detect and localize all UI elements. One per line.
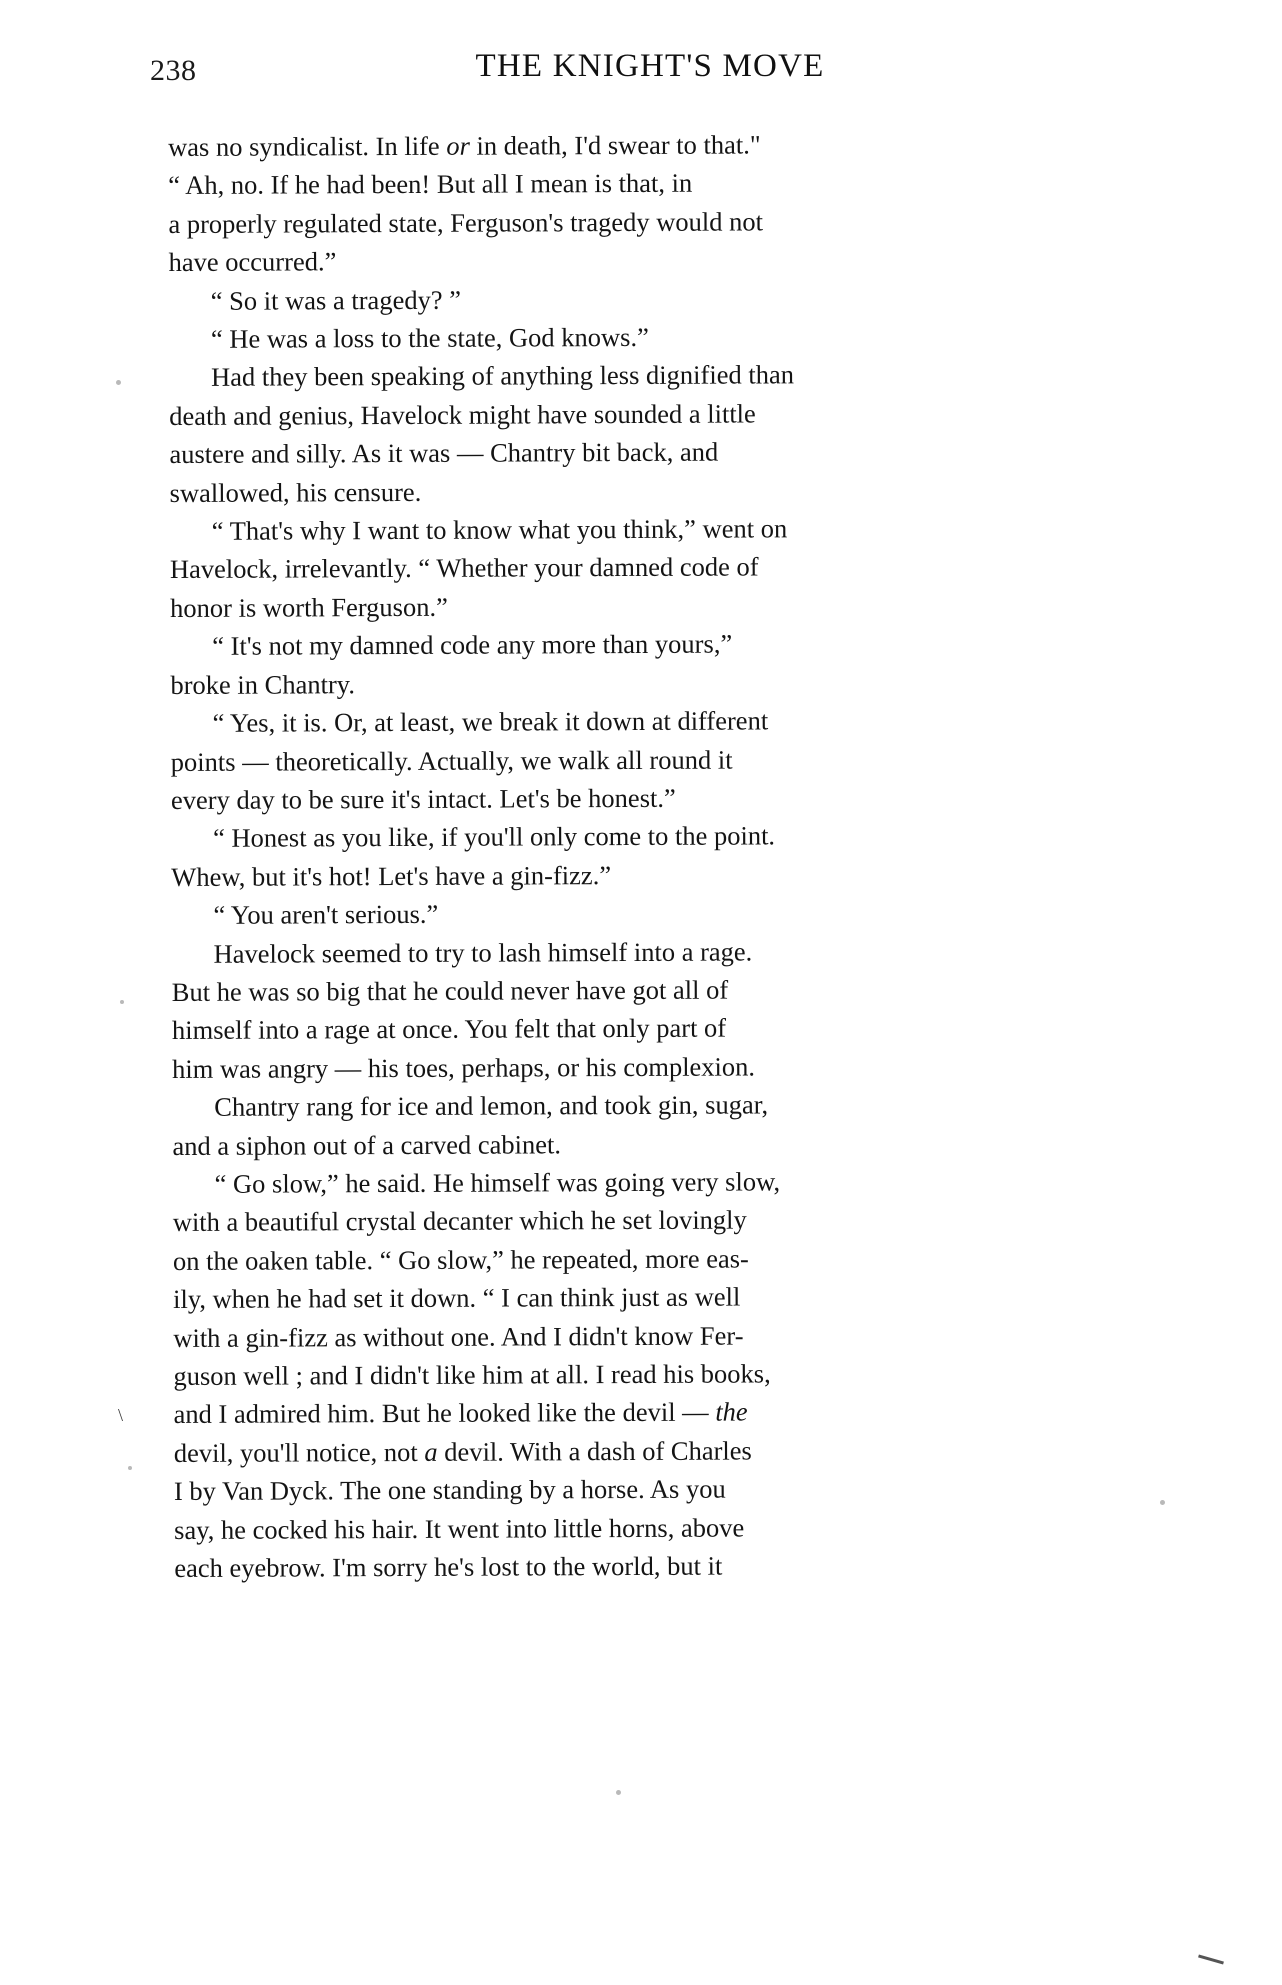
text-line: “ Honest as you like, if you'll only come to the point. xyxy=(213,820,776,854)
text-line: “ That's why I want to know what you think,” went on xyxy=(211,513,788,546)
paragraph xyxy=(169,278,1029,320)
text-line: honor is worth Ferguson.” xyxy=(170,591,448,623)
text-line: guson well ; and I didn't like him at all. I read his books, xyxy=(173,1358,771,1391)
text-line: Whew, but it's hot! Let's have a gin-fizz.” xyxy=(171,859,612,892)
scan-speck xyxy=(116,380,121,385)
scan-tick-mark: \ xyxy=(118,1405,124,1425)
page-header xyxy=(150,48,1150,94)
paragraph xyxy=(171,892,1031,934)
scan-speck xyxy=(616,1790,621,1795)
paragraph xyxy=(171,816,1031,897)
text-line: “ Go slow,” he said. He himself was going very slow, xyxy=(214,1166,781,1199)
text-line: broke in Chantry. xyxy=(170,668,355,700)
text-line: himself into a rage at once. You felt that only part of xyxy=(171,1012,727,1046)
page-number: 238 xyxy=(150,54,197,87)
text-line: Chantry rang for ice and lemon, and took gin, sugar, xyxy=(214,1089,769,1122)
text-line: with a gin-fizz as without one. And I didn't know Fer- xyxy=(173,1320,744,1353)
text-line: a properly regulated state, Ferguson's tragedy would not xyxy=(168,206,763,239)
text-line: “ Yes, it is. Or, at least, we break it down at different xyxy=(212,705,769,738)
text-line: and a siphon out of a carved cabinet. xyxy=(172,1128,562,1161)
paragraph xyxy=(168,124,1029,281)
text-line: “ He was a loss to the state, God knows.” xyxy=(210,321,649,354)
scan-speck xyxy=(120,1000,124,1004)
text-line: austere and silly. As it was — Chantry bit back, and xyxy=(169,436,719,470)
text-line: Havelock seemed to try to lash himself into a rage. xyxy=(213,935,753,969)
text-line: “ So it was a tragedy? ” xyxy=(210,284,462,316)
scan-speck xyxy=(128,1466,132,1470)
text-line: I by Van Dyck. The one standing by a horse. As you xyxy=(173,1473,726,1507)
paragraph xyxy=(173,1161,1035,1587)
text-line: on the oaken table. “ Go slow,” he repeated, more eas- xyxy=(172,1243,749,1276)
paragraph xyxy=(169,355,1030,512)
page-body-text xyxy=(168,124,1034,1587)
text-line: “ Ah, no. If he had been! But all I mean is that, in xyxy=(168,168,693,201)
paragraph xyxy=(170,624,1030,705)
paragraph xyxy=(170,508,1030,627)
text-line: ily, when he had set it down. “ I can think just as well xyxy=(173,1281,741,1315)
scan-speck xyxy=(1160,1500,1165,1505)
text-line: But he was so big that he could never have got all of xyxy=(171,974,729,1007)
text-line: was no syndicalist. In life or in death, I'd swear to that." xyxy=(168,129,761,162)
text-line: points — theoretically. Actually, we walk all round it xyxy=(170,744,733,777)
text-line: every day to be sure it's intact. Let's be honest.” xyxy=(170,782,676,815)
text-line: him was angry — his toes, perhaps, or his complexion. xyxy=(172,1051,756,1084)
text-line: have occurred.” xyxy=(168,246,337,278)
text-line: “ You aren't serious.” xyxy=(213,898,439,930)
paragraph xyxy=(169,316,1029,358)
scan-corner-mark xyxy=(1198,1954,1224,1964)
text-line: each eyebrow. I'm sorry he's lost to the world, but it xyxy=(174,1550,723,1584)
text-line: devil, you'll notice, not a devil. With a dash of Charles xyxy=(173,1435,752,1468)
text-line: say, he cocked his hair. It went into little horns, above xyxy=(174,1512,745,1545)
text-line: death and genius, Havelock might have sounded a little xyxy=(169,398,756,431)
text-line: and I admired him. But he looked like the devil — the xyxy=(173,1396,748,1430)
text-line: with a beautiful crystal decanter which he set lovingly xyxy=(172,1204,747,1238)
text-line: “ It's not my damned code any more than yours,” xyxy=(212,628,733,662)
text-line: Havelock, irrelevantly. “ Whether your damned code of xyxy=(169,551,759,585)
paragraph xyxy=(172,1084,1032,1165)
text-line: Had they been speaking of anything less dignified than xyxy=(211,359,795,393)
text-line: swallowed, his censure. xyxy=(169,476,422,508)
paragraph xyxy=(172,931,1033,1088)
paragraph xyxy=(171,700,1031,819)
running-title: THE KNIGHT'S MOVE xyxy=(475,48,825,84)
